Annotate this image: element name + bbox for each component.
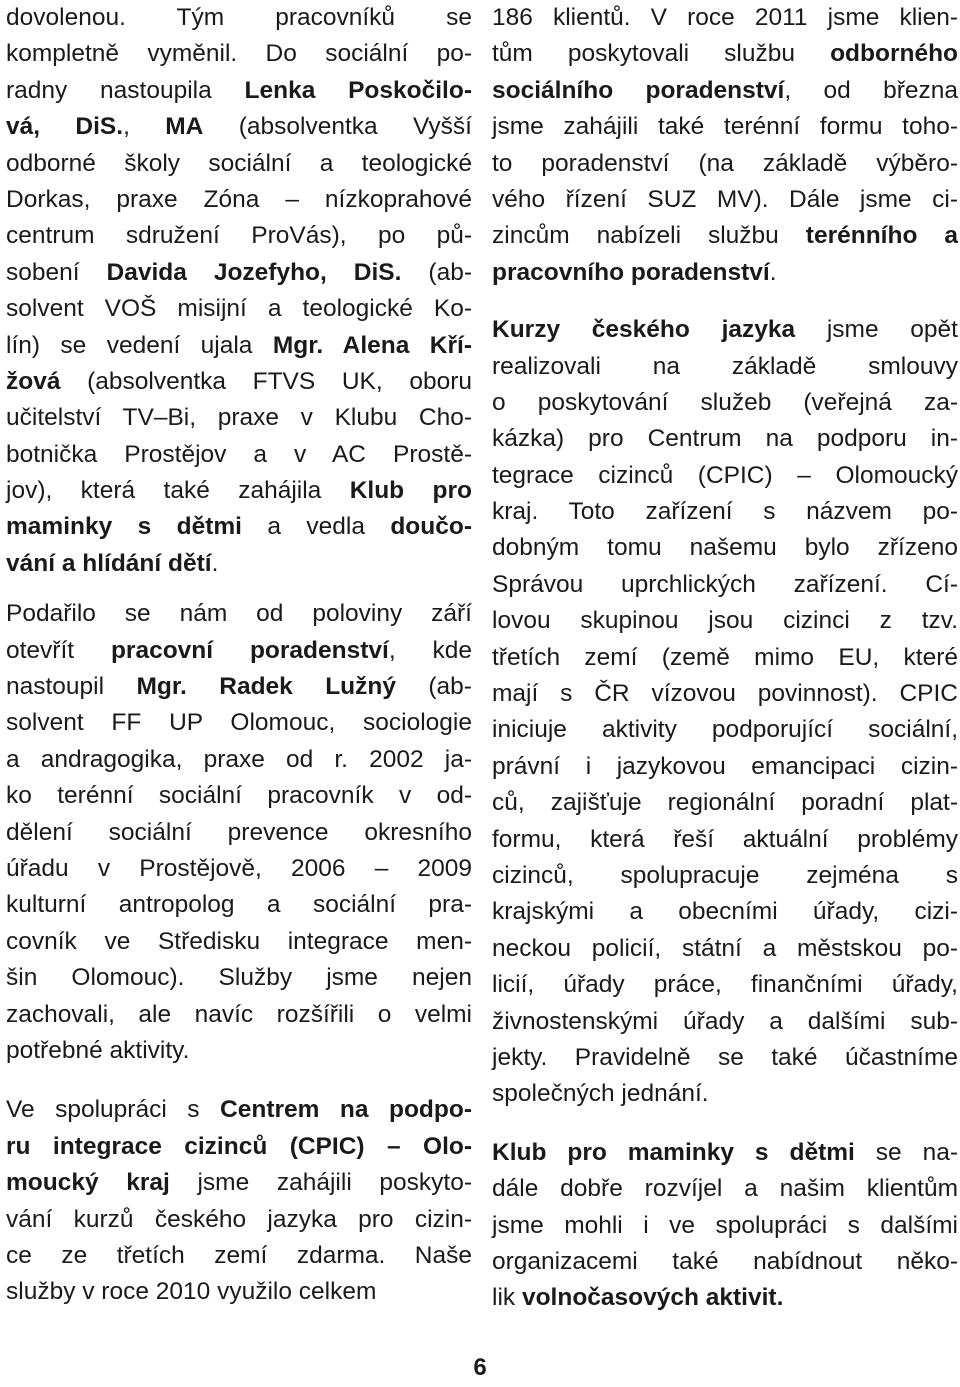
text-run: jsme zahájili také terénní formu toho- bbox=[492, 113, 958, 141]
text-line bbox=[6, 328, 472, 364]
text-line bbox=[6, 705, 472, 741]
text-run: ko terénní sociální pracovník v od- bbox=[6, 782, 472, 810]
text-run: služby v roce 2010 využilo celkem bbox=[6, 1278, 377, 1306]
text-line bbox=[6, 1274, 472, 1310]
text-run: Podařilo se nám od poloviny září bbox=[6, 600, 472, 628]
bold-text: odborného bbox=[830, 40, 958, 68]
text-run: cizinců, spolupracuje zejména s bbox=[492, 861, 958, 889]
text-line bbox=[6, 997, 472, 1033]
text-line bbox=[492, 385, 958, 421]
text-run: , bbox=[123, 113, 166, 141]
bold-text: Kurzy českého jazyka bbox=[492, 316, 796, 344]
text-line bbox=[6, 182, 472, 218]
text-run: solvent FF UP Olomouc, sociologie bbox=[6, 709, 472, 737]
text-line bbox=[6, 1202, 472, 1238]
text-run: mají s ČR vízovou povinnost). CPIC bbox=[492, 680, 958, 708]
text-line bbox=[492, 785, 958, 821]
text-line bbox=[492, 146, 958, 182]
text-run: právní i jazykovou emancipaci cizin- bbox=[492, 752, 958, 780]
text-run: vého řízení SUZ MV). Dále jsme ci- bbox=[492, 185, 958, 213]
bold-text: vání a hlídání dětí bbox=[6, 549, 212, 577]
text-line bbox=[6, 851, 472, 887]
text-run: botnička Prostějov a v AC Prostě- bbox=[6, 440, 472, 468]
text-line bbox=[492, 312, 958, 348]
text-line bbox=[6, 633, 472, 669]
text-line bbox=[492, 1280, 958, 1316]
text-line bbox=[6, 146, 472, 182]
bold-text: žová bbox=[6, 367, 61, 395]
bold-text: ru integrace cizinců (CPIC) – Olo- bbox=[6, 1132, 472, 1160]
text-line bbox=[6, 887, 472, 923]
text-line bbox=[492, 1076, 958, 1112]
text-run: společných jednání. bbox=[492, 1080, 709, 1108]
text-line bbox=[492, 255, 958, 291]
text-line bbox=[492, 640, 958, 676]
text-line bbox=[492, 349, 958, 385]
bold-text: Klub pro bbox=[349, 477, 472, 505]
text-line bbox=[6, 1165, 472, 1201]
text-line bbox=[492, 530, 958, 566]
paragraph-clients-2011 bbox=[492, 0, 958, 291]
page-number: 6 bbox=[473, 1354, 487, 1381]
text-run: jov), která také zahájila bbox=[6, 477, 350, 505]
text-line bbox=[492, 1171, 958, 1207]
text-run: o poskytování služeb (veřejná za- bbox=[492, 388, 958, 416]
text-line bbox=[492, 1135, 958, 1171]
text-run: dále dobře rozvíjel a našim klientům bbox=[492, 1175, 958, 1203]
text-line bbox=[6, 742, 472, 778]
text-run: to poradenství (na základě výběro- bbox=[492, 149, 958, 177]
text-run: (ab- bbox=[395, 673, 472, 701]
bold-text: maminky s dětmi bbox=[6, 513, 242, 541]
paragraph-czech-courses bbox=[492, 312, 958, 1113]
text-line bbox=[6, 0, 472, 36]
text-line bbox=[6, 509, 472, 545]
text-line bbox=[6, 1129, 472, 1165]
bold-text: sociálního poradenství bbox=[492, 76, 785, 104]
text-run: . bbox=[211, 549, 219, 577]
bold-text: terénního a bbox=[805, 222, 959, 250]
text-line bbox=[492, 1208, 958, 1244]
text-run: centrum sdružení ProVás), po pů- bbox=[6, 222, 472, 250]
text-line bbox=[6, 473, 472, 509]
text-run: kulturní antropolog a sociální pra- bbox=[6, 891, 472, 919]
text-line bbox=[6, 924, 472, 960]
text-run: živnostenskými úřady a dalšími sub- bbox=[492, 1007, 958, 1035]
bold-text: pracovního poradenství bbox=[492, 258, 770, 286]
bold-text: Centrem na podpo- bbox=[220, 1096, 472, 1124]
bold-text: volnočasových aktivit. bbox=[521, 1284, 784, 1312]
text-line bbox=[492, 458, 958, 494]
text-line bbox=[6, 255, 472, 291]
left-column bbox=[6, 0, 472, 1311]
text-run: neckou policií, státní a městskou po- bbox=[492, 934, 958, 962]
text-run: dělení sociální prevence okresního bbox=[6, 818, 472, 846]
text-run: , kde bbox=[388, 636, 472, 664]
text-line bbox=[6, 815, 472, 851]
text-line bbox=[492, 749, 958, 785]
text-line bbox=[6, 364, 472, 400]
text-run: kázka) pro Centrum na podporu in- bbox=[492, 425, 958, 453]
text-run: jsme zahájili poskyto- bbox=[169, 1169, 473, 1197]
text-line bbox=[492, 931, 958, 967]
text-run: a vedla bbox=[241, 513, 391, 541]
paragraph-mothers-club bbox=[492, 1135, 958, 1317]
text-line bbox=[492, 603, 958, 639]
text-run: licií, úřady práce, finančními úřady, bbox=[492, 971, 958, 999]
right-column bbox=[492, 0, 958, 1317]
paragraph-employment-counseling bbox=[6, 596, 472, 1069]
text-line bbox=[492, 218, 958, 254]
text-run: ce ze třetích zemí zdarma. Naše bbox=[6, 1241, 472, 1269]
text-run: dovolenou. Tým pracovníků se bbox=[6, 4, 472, 31]
text-line bbox=[492, 567, 958, 603]
text-line bbox=[6, 596, 472, 632]
text-run: sobení bbox=[6, 258, 107, 286]
text-line bbox=[492, 73, 958, 109]
text-run: lovou skupinou jsou cizinci z tzv. bbox=[492, 607, 958, 635]
text-run: jsme mohli i ve spolupráci s dalšími bbox=[492, 1211, 958, 1239]
text-run: (absolventka Vyšší bbox=[203, 113, 472, 141]
text-line bbox=[6, 1238, 472, 1274]
text-line bbox=[6, 1092, 472, 1128]
text-line bbox=[492, 894, 958, 930]
text-line bbox=[492, 822, 958, 858]
text-run: dobným tomu našemu bylo zřízeno bbox=[492, 534, 958, 562]
text-run: tegrace cizinců (CPIC) – Olomoucký bbox=[492, 461, 958, 489]
bold-text: Mgr. Radek Lužný bbox=[136, 673, 396, 701]
text-run: iniciuje aktivity podporující sociální, bbox=[492, 716, 958, 744]
text-line bbox=[492, 182, 958, 218]
text-line bbox=[492, 1244, 958, 1280]
text-run: Správou uprchlických zařízení. Cí- bbox=[492, 570, 958, 598]
text-run: realizovali na základě smlouvy bbox=[492, 352, 958, 380]
text-run: zincům nabízeli službu bbox=[492, 222, 806, 250]
text-run: potřebné aktivity. bbox=[6, 1036, 190, 1064]
text-run: vání kurzů českého jazyka pro cizin- bbox=[6, 1205, 472, 1233]
bold-text: Mgr. Alena Kří- bbox=[272, 331, 472, 359]
text-line bbox=[492, 712, 958, 748]
text-run: , od března bbox=[784, 76, 958, 104]
text-run: (ab- bbox=[401, 258, 472, 286]
text-line bbox=[492, 109, 958, 145]
bold-text: Klub pro maminky s dětmi bbox=[492, 1138, 855, 1166]
text-line bbox=[6, 669, 472, 705]
text-run: otevřít bbox=[6, 636, 111, 664]
text-line bbox=[6, 400, 472, 436]
bold-text: vá, DiS. bbox=[6, 113, 124, 141]
text-run: odborné školy sociální a teologické bbox=[6, 149, 472, 177]
text-run: Dorkas, praxe Zóna – nízkoprahové bbox=[6, 185, 472, 213]
text-line bbox=[6, 1033, 472, 1069]
text-line bbox=[492, 676, 958, 712]
text-run: (absolventka FTVS UK, oboru bbox=[60, 367, 472, 395]
bold-text: moucký kraj bbox=[6, 1169, 170, 1197]
text-line bbox=[6, 36, 472, 72]
text-run: 186 klientů. V roce 2011 jsme klien- bbox=[492, 4, 958, 31]
text-run: krajskými a obecními úřady, cizi- bbox=[492, 898, 958, 926]
text-line bbox=[492, 36, 958, 72]
text-run: . bbox=[769, 258, 777, 286]
paragraph-cpic-cooperation bbox=[6, 1092, 472, 1310]
bold-text: MA bbox=[165, 113, 204, 141]
bold-text: doučo- bbox=[390, 513, 472, 541]
text-run: kompletně vyměnil. Do sociální po- bbox=[6, 40, 472, 68]
text-run: šin Olomouc). Služby jsme nejen bbox=[6, 964, 472, 992]
text-line bbox=[492, 421, 958, 457]
text-run: solvent VOŠ misijní a teologické Ko- bbox=[6, 295, 472, 323]
text-run: covník ve Středisku integrace men- bbox=[6, 927, 472, 955]
text-line bbox=[492, 1004, 958, 1040]
text-run: Ve spolupráci s bbox=[6, 1096, 221, 1124]
text-run: zachovali, ale navíc rozšířili o velmi bbox=[6, 1000, 472, 1028]
text-line bbox=[492, 1040, 958, 1076]
text-line bbox=[6, 218, 472, 254]
text-run: radny nastoupila bbox=[6, 76, 245, 104]
text-run: jsme opět bbox=[795, 316, 958, 344]
text-run: se na- bbox=[854, 1138, 959, 1166]
bold-text: Lenka Poskočilo- bbox=[244, 76, 472, 104]
text-run: a andragogika, praxe od r. 2002 ja- bbox=[6, 745, 472, 773]
text-run: úřadu v Prostějově, 2006 – 2009 bbox=[6, 854, 472, 882]
text-line bbox=[492, 858, 958, 894]
text-run: lik bbox=[492, 1284, 522, 1312]
text-run: formu, která řeší aktuální problémy bbox=[492, 825, 958, 853]
text-run: jekty. Pravidelně se také účastníme bbox=[492, 1043, 958, 1071]
text-run: tům poskytovali službu bbox=[492, 40, 831, 68]
text-run: ců, zajišťuje regionální poradní plat- bbox=[492, 789, 958, 817]
text-line bbox=[492, 494, 958, 530]
text-line bbox=[6, 960, 472, 996]
text-run: učitelství TV–Bi, praxe v Klubu Cho- bbox=[6, 404, 472, 432]
bold-text: Davida Jozefyho, DiS. bbox=[106, 258, 402, 286]
text-line bbox=[492, 967, 958, 1003]
bold-text: pracovní poradenství bbox=[110, 636, 389, 664]
text-line bbox=[492, 0, 958, 36]
text-run: lín) se vedení ujala bbox=[6, 331, 273, 359]
text-run: nastoupil bbox=[6, 673, 137, 701]
text-line bbox=[6, 73, 472, 109]
text-line bbox=[6, 778, 472, 814]
text-run: organizacemi také nabídnout něko- bbox=[492, 1247, 958, 1275]
text-run: kraj. Toto zařízení s názvem po- bbox=[492, 498, 958, 526]
text-run: třetích zemí (země mimo EU, které bbox=[492, 643, 958, 671]
text-line bbox=[6, 291, 472, 327]
paragraph-staff-changes bbox=[6, 0, 472, 582]
text-line bbox=[6, 109, 472, 145]
text-line bbox=[6, 546, 472, 582]
text-line bbox=[6, 437, 472, 473]
